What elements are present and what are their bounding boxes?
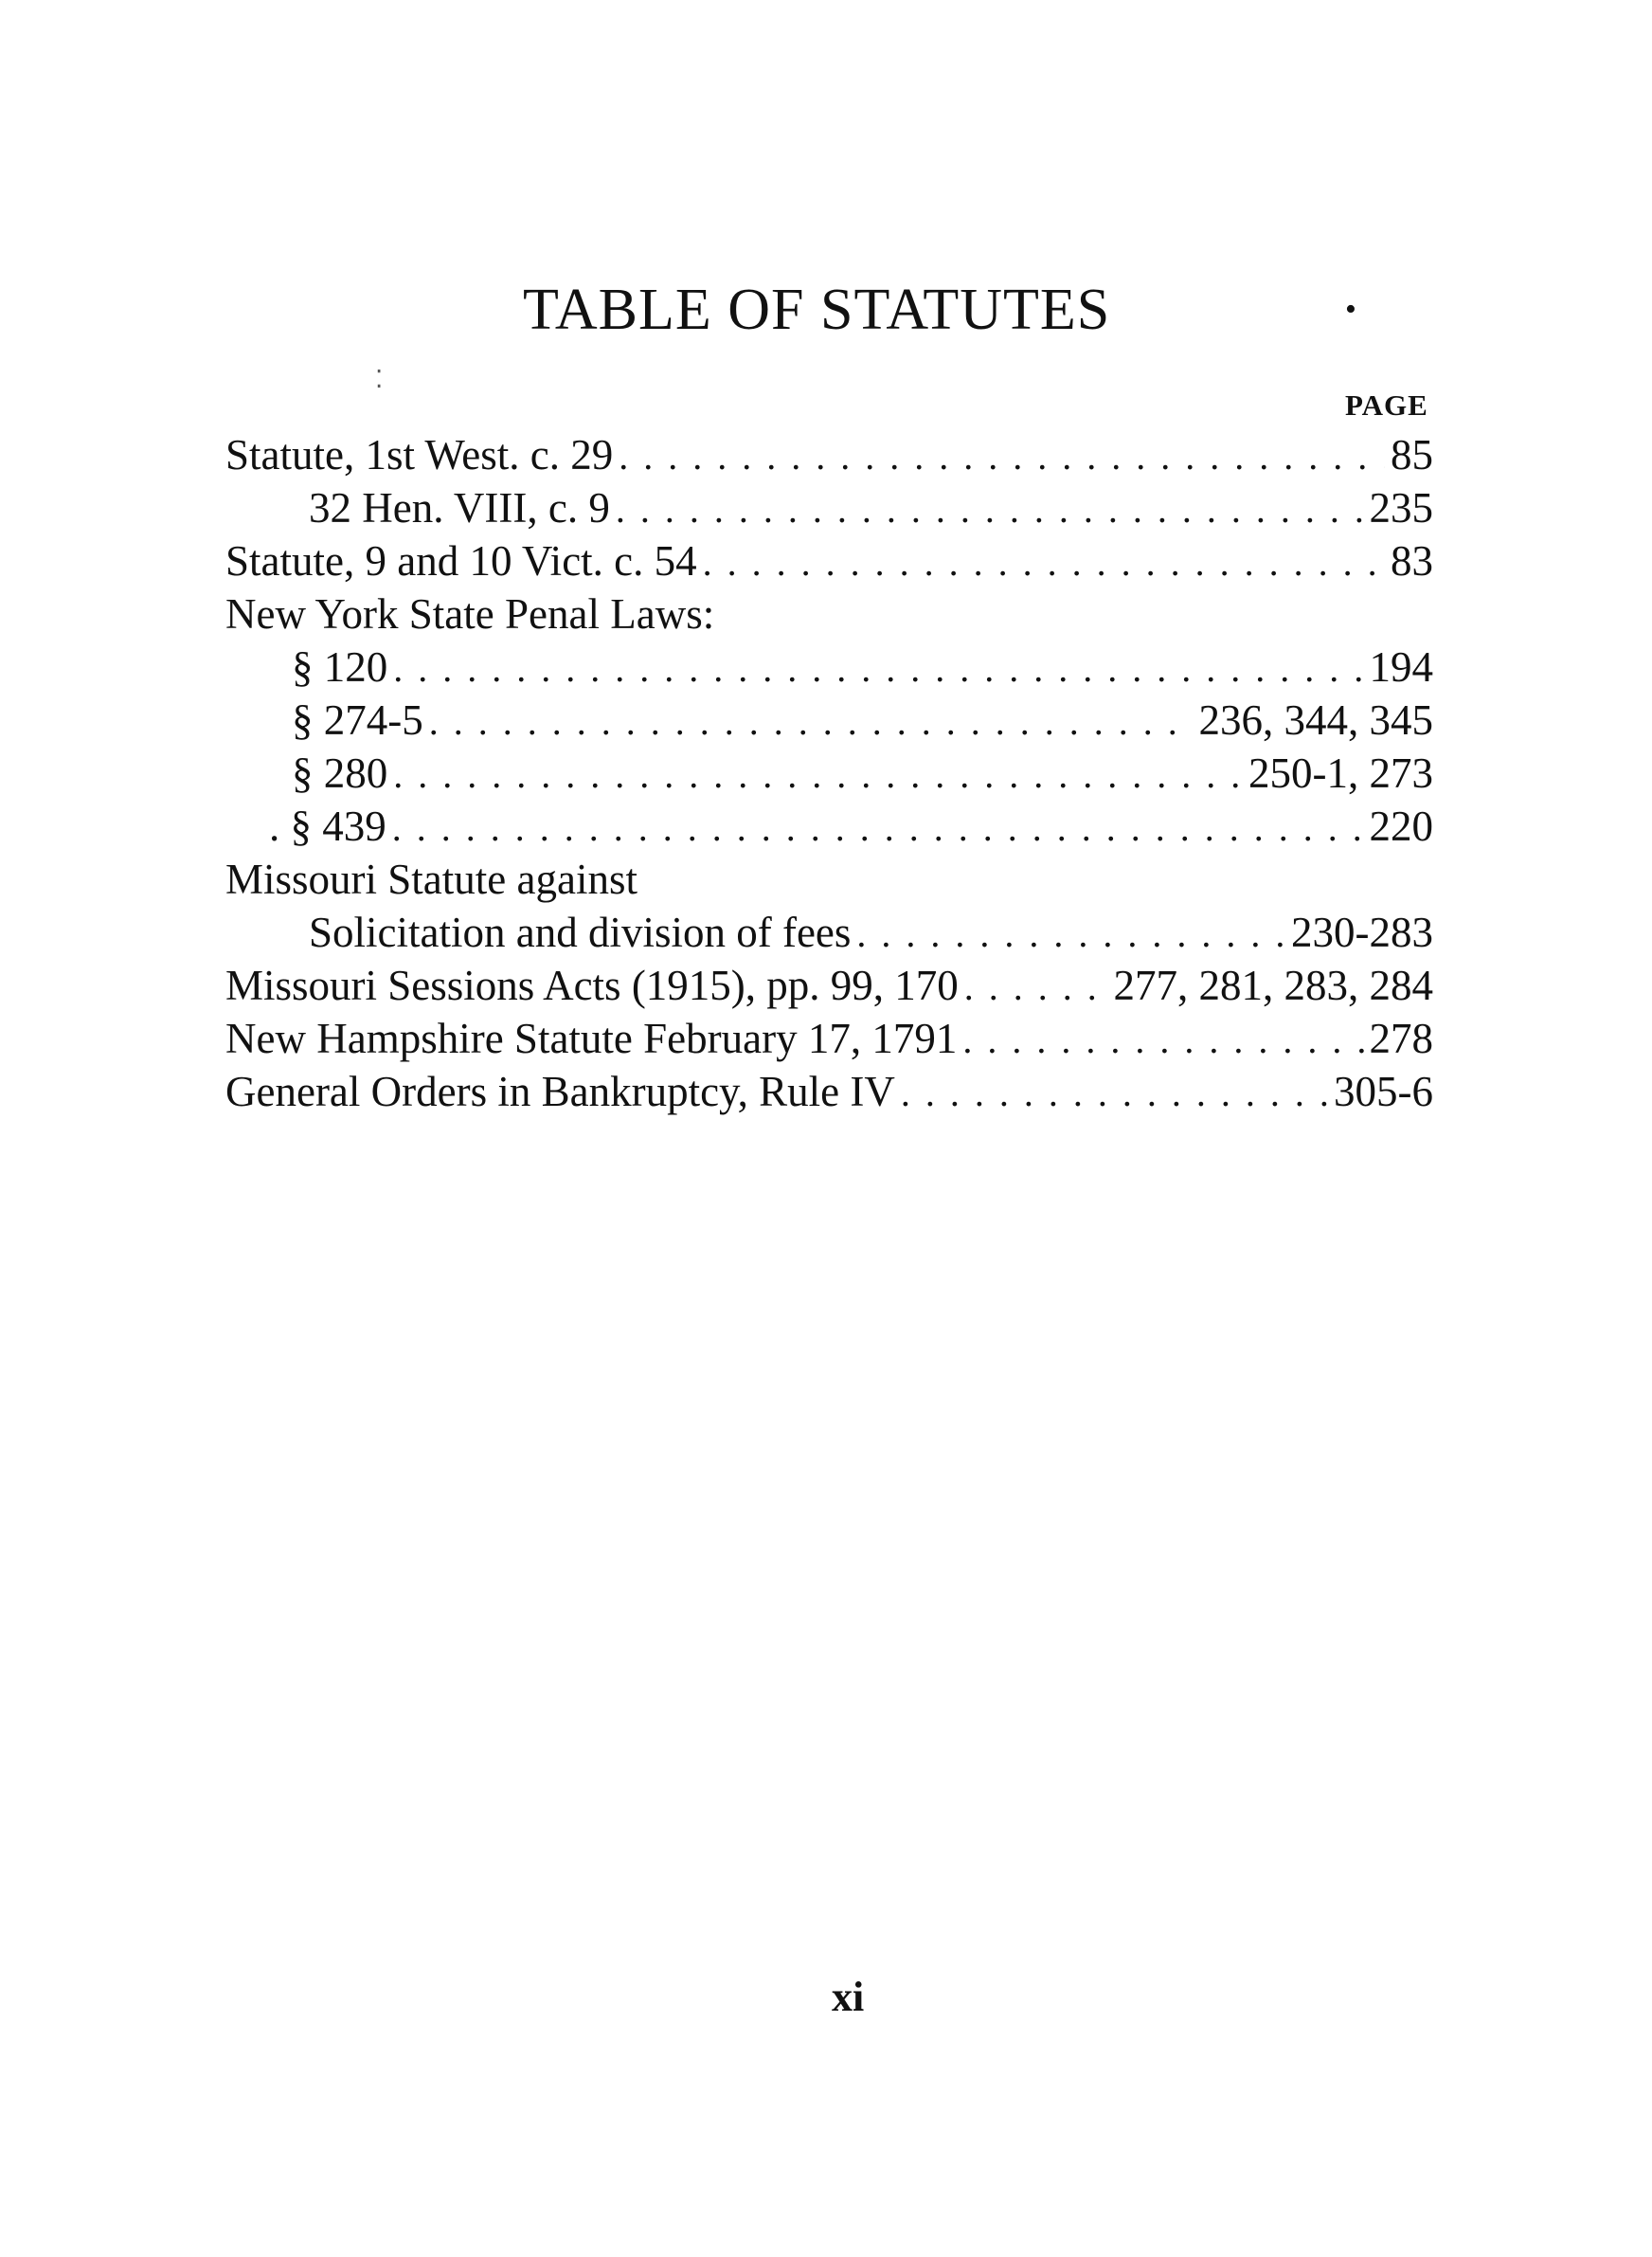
- dot-leader: [429, 695, 1194, 749]
- dot-leader: [393, 642, 1363, 695]
- page-reference: 250-1, 273: [1248, 749, 1433, 797]
- statute-entry: [225, 428, 1433, 481]
- statute-group-heading: [225, 587, 1433, 641]
- statute-label: Missouri Sessions Acts (1915), pp. 99, 170: [225, 962, 959, 1009]
- statute-group-heading: [225, 853, 1433, 906]
- page-reference: 194: [1369, 643, 1433, 691]
- statute-label: Solicitation and division of fees: [309, 909, 852, 956]
- statute-label: New Hampshire Statute February 17, 1791: [225, 1015, 958, 1062]
- statute-entry: [225, 747, 1433, 800]
- page-reference: 85: [1391, 431, 1433, 478]
- dot-leader: [703, 536, 1385, 589]
- statute-entry: [225, 959, 1433, 1012]
- statute-label: Statute, 9 and 10 Vict. c. 54: [225, 537, 697, 585]
- statute-label: New York State Penal Laws:: [225, 590, 715, 638]
- dot-leader: [619, 430, 1385, 483]
- dot-leader: [392, 802, 1364, 855]
- statute-entry: [225, 641, 1433, 694]
- statute-entry: [225, 694, 1433, 747]
- statute-label: § 274-5: [292, 696, 423, 744]
- statute-entry: [225, 800, 1433, 853]
- stray-tick-mark: ⁚: [375, 366, 384, 393]
- statute-entry: [225, 906, 1433, 959]
- page-reference: 220: [1369, 803, 1433, 850]
- statute-label: 32 Hen. VIII, c. 9: [309, 484, 610, 532]
- statute-label: Missouri Statute against: [225, 856, 637, 903]
- statute-label: General Orders in Bankruptcy, Rule IV: [225, 1068, 895, 1115]
- page-reference: 277, 281, 283, 284: [1113, 962, 1433, 1009]
- dot-leader: [901, 1067, 1328, 1120]
- statute-label: . § 439: [269, 803, 386, 850]
- statute-entry: [225, 481, 1433, 534]
- page-folio: xi: [832, 1974, 865, 2020]
- page-column-header: PAGE: [1345, 388, 1428, 422]
- page-reference: 236, 344, 345: [1198, 696, 1433, 744]
- statute-entry: [225, 1065, 1433, 1118]
- dot-leader: [616, 483, 1364, 536]
- page-reference: 305-6: [1334, 1068, 1433, 1115]
- statute-label: § 280: [292, 749, 388, 797]
- page-reference: 83: [1391, 537, 1433, 585]
- dot-leader: [856, 908, 1285, 961]
- statute-label: Statute, 1st West. c. 29: [225, 431, 614, 478]
- statute-list: [225, 428, 1433, 1118]
- statute-entry: [225, 534, 1433, 587]
- dot-leader: [964, 961, 1108, 1014]
- statute-label: § 120: [292, 643, 388, 691]
- page-reference: 278: [1369, 1015, 1433, 1062]
- stray-mark: •: [1345, 292, 1356, 327]
- page-reference: 230-283: [1291, 909, 1433, 956]
- page-title: TABLE OF STATUTES: [523, 278, 1111, 342]
- statute-entry: [225, 1012, 1433, 1065]
- page-reference: 235: [1369, 484, 1433, 532]
- dot-leader: [962, 1014, 1363, 1067]
- dot-leader: [393, 749, 1243, 802]
